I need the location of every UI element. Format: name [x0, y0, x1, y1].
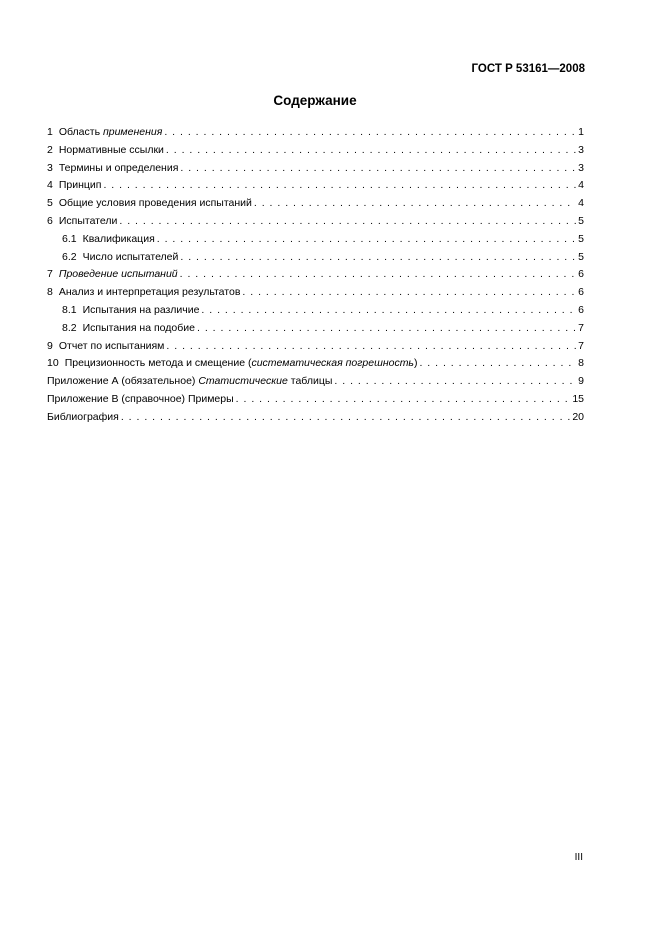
toc-entry[interactable]	[47, 268, 584, 286]
toc-entry-label	[47, 162, 178, 174]
toc-entry-page: 20	[572, 410, 584, 423]
toc-entry-number: 9	[47, 339, 53, 352]
toc-entry[interactable]	[47, 411, 584, 429]
toc-entry-label	[47, 197, 252, 209]
toc-entry-label	[47, 268, 178, 280]
toc-entry-text: Отчет по испытаниям	[58, 339, 165, 352]
toc-leader-dots	[157, 233, 576, 245]
toc-entry-number: 8.2	[62, 321, 77, 334]
toc-entry-page: 6	[578, 268, 584, 281]
toc-entry-label	[47, 393, 234, 405]
toc-entry-text: Принцип	[58, 179, 102, 192]
toc-entry-page: 7	[578, 321, 584, 334]
toc-entry[interactable]	[47, 215, 584, 233]
toc-entry-label	[62, 304, 199, 316]
toc-leader-dots	[197, 322, 576, 334]
toc-entry[interactable]	[47, 251, 584, 269]
toc-entry-text: Статистические	[198, 375, 288, 388]
toc-entry-number: 2	[47, 143, 53, 156]
toc-entry[interactable]	[47, 393, 584, 411]
toc-entry-label	[47, 144, 164, 156]
toc-entry[interactable]	[47, 340, 584, 358]
toc-entry-text: Термины и определения	[58, 161, 179, 174]
toc-entry-number: 5	[47, 197, 53, 210]
toc-entry-page: 4	[578, 179, 584, 192]
toc-entry-text: Библиография	[47, 410, 119, 423]
toc-entry-text: Число испытателей	[82, 250, 179, 263]
toc-entry[interactable]	[47, 126, 584, 144]
toc-entry-text: систематическая погрешность	[251, 357, 414, 370]
toc-entry-number: 3	[47, 161, 53, 174]
toc-entry-page: 1	[578, 126, 584, 138]
toc-entry-text: )	[413, 357, 418, 370]
toc-entry-number: 4	[47, 179, 53, 192]
toc-entry-number: 10	[47, 357, 59, 370]
toc-entry-number: 8.1	[62, 303, 77, 316]
page-number: III	[574, 852, 583, 863]
toc-entry[interactable]	[47, 179, 584, 197]
toc-entry[interactable]	[47, 357, 584, 375]
toc-entry-page: 7	[578, 339, 584, 352]
toc-entry-label	[62, 251, 178, 263]
table-of-contents	[47, 126, 584, 429]
toc-entry[interactable]	[47, 286, 584, 304]
toc-entry-label	[47, 179, 101, 191]
toc-leader-dots	[201, 304, 576, 316]
toc-entry-page: 3	[578, 143, 584, 156]
toc-entry-page: 4	[578, 197, 584, 210]
toc-entry-label	[47, 411, 119, 423]
toc-entry-label	[62, 233, 155, 245]
toc-entry-text: Испытания на подобие	[82, 321, 195, 334]
toc-entry-text: Квалификация	[82, 232, 155, 245]
toc-entry-text: Прецизионность метода и смещение (	[64, 357, 252, 370]
toc-entry-label	[47, 215, 117, 227]
toc-entry[interactable]	[47, 233, 584, 251]
toc-entry-text: Область	[58, 126, 103, 138]
toc-entry-page: 5	[578, 214, 584, 227]
toc-entry-page: 5	[578, 232, 584, 245]
toc-leader-dots	[119, 215, 576, 227]
toc-entry-text: Приложение А (обязательное)	[47, 375, 199, 388]
toc-entry-text: Анализ и интерпретация результатов	[58, 286, 241, 299]
toc-leader-dots	[242, 286, 576, 298]
toc-entry-number: 1	[47, 126, 53, 138]
toc-leader-dots	[180, 268, 577, 280]
toc-entry-number: 6	[47, 214, 53, 227]
toc-entry[interactable]	[47, 162, 584, 180]
toc-entry[interactable]	[47, 197, 584, 215]
toc-entry-number: 7	[47, 268, 53, 281]
toc-leader-dots	[419, 357, 576, 369]
toc-entry-text: таблицы	[287, 375, 333, 388]
toc-leader-dots	[334, 375, 576, 387]
toc-entry-label	[47, 375, 332, 387]
toc-entry[interactable]	[47, 375, 584, 393]
toc-entry-page: 15	[572, 392, 584, 405]
toc-entry-number: 6.1	[62, 232, 77, 245]
toc-entry-label	[47, 357, 417, 369]
toc-entry-label	[47, 340, 164, 352]
toc-leader-dots	[121, 411, 570, 423]
toc-leader-dots	[103, 179, 576, 191]
toc-entry-label	[62, 322, 195, 334]
toc-entry-page: 5	[578, 250, 584, 263]
toc-entry-page: 9	[578, 375, 584, 388]
toc-leader-dots	[180, 251, 576, 263]
toc-leader-dots	[180, 162, 576, 174]
toc-leader-dots	[166, 340, 576, 352]
toc-entry-text: Приложение В (справочное) Примеры	[47, 392, 234, 405]
toc-title: Содержание	[273, 93, 357, 108]
toc-entry-text: Испытания на различие	[82, 303, 200, 316]
toc-entry-label	[47, 286, 240, 298]
toc-entry-text: Проведение испытаний	[58, 268, 178, 281]
toc-entry[interactable]	[47, 322, 584, 340]
toc-entry-text: Общие условия проведения испытаний	[58, 197, 252, 210]
toc-entry-label	[47, 126, 162, 138]
toc-entry[interactable]	[47, 304, 584, 322]
toc-entry-page: 8	[578, 357, 584, 370]
toc-leader-dots	[254, 197, 576, 209]
toc-entry-page: 6	[578, 286, 584, 299]
toc-entry-number: 6.2	[62, 250, 77, 263]
toc-leader-dots	[164, 126, 576, 138]
toc-entry[interactable]	[47, 144, 584, 162]
toc-leader-dots	[236, 393, 571, 405]
toc-leader-dots	[166, 144, 576, 156]
toc-entry-text: Нормативные ссылки	[58, 143, 164, 156]
toc-entry-number: 8	[47, 286, 53, 299]
toc-entry-text: Испытатели	[58, 214, 118, 227]
toc-entry-page: 3	[578, 161, 584, 174]
toc-entry-page: 6	[578, 303, 584, 316]
document-code: ГОСТ Р 53161—2008	[471, 63, 585, 75]
toc-entry-text: применения	[102, 126, 163, 138]
